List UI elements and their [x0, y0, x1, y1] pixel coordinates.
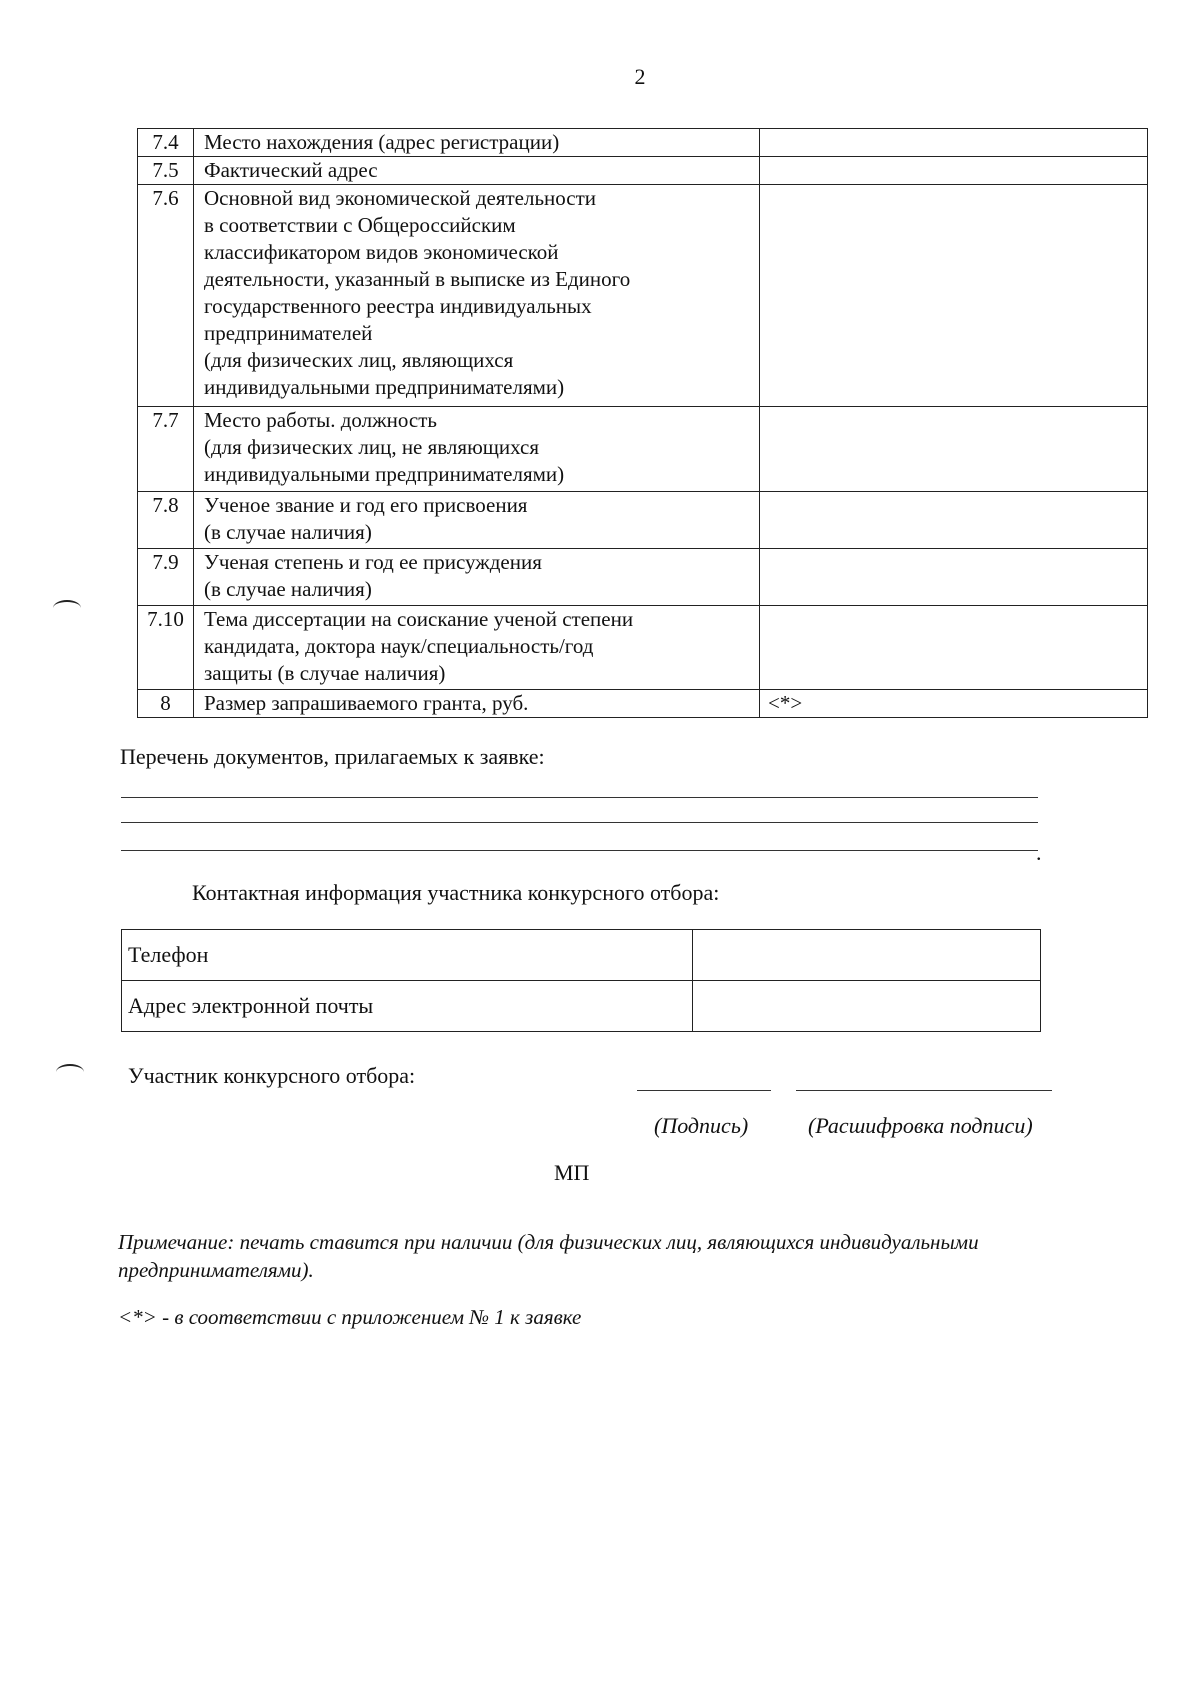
row-label-line: Тема диссертации на соискание ученой степени	[204, 607, 634, 631]
page-number: 2	[634, 64, 646, 89]
blank-end-dot: .	[1036, 840, 1042, 865]
row-value-field[interactable]	[760, 606, 1148, 690]
table-row	[138, 606, 1148, 690]
row-label	[194, 129, 760, 157]
row-label-line: Ученая степень и год ее присуждения	[204, 550, 542, 574]
binding-hole-mark	[56, 1064, 84, 1080]
row-label	[194, 606, 760, 690]
row-label	[194, 549, 760, 606]
row-number: 7.5	[138, 157, 194, 185]
documents-blank-line[interactable]	[121, 822, 1038, 823]
contact-table	[121, 929, 1041, 1032]
row-label	[194, 185, 760, 407]
signature-decoding-line[interactable]	[796, 1090, 1052, 1091]
signature-decoding-caption: (Расшифровка подписи)	[808, 1113, 1033, 1138]
email-field[interactable]	[693, 981, 1041, 1032]
row-label-line: классификатором видов экономической	[204, 240, 559, 264]
row-label-line: (в случае наличия)	[204, 520, 372, 544]
documents-blank-line[interactable]	[121, 797, 1038, 798]
row-label-line: Фактический адрес	[204, 158, 378, 182]
row-label-line: Размер запрашиваемого гранта, руб.	[204, 691, 529, 715]
row-label-line: защиты (в случае наличия)	[204, 661, 446, 685]
row-label-line: государственного реестра индивидуальных	[204, 294, 592, 318]
row-label-line: Основной вид экономической деятельности	[204, 186, 597, 210]
row-label-line: в соответствии с Общероссийским	[204, 213, 516, 237]
table-row	[122, 981, 1041, 1032]
table-row	[138, 185, 1148, 407]
signature-caption: (Подпись)	[654, 1113, 749, 1138]
row-label-line: Ученое звание и год его присвоения	[204, 493, 528, 517]
table-row	[138, 549, 1148, 606]
row-value-field[interactable]	[760, 407, 1148, 492]
phone-label: Телефон	[122, 930, 693, 981]
footnote-text: <*> - в соответствии с приложением № 1 к заявке	[118, 1305, 582, 1329]
row-value-field[interactable]	[760, 549, 1148, 606]
row-label	[194, 157, 760, 185]
row-value-field[interactable]	[760, 492, 1148, 549]
row-label	[194, 407, 760, 492]
contact-heading: Контактная информация участника конкурсного отбора:	[192, 880, 720, 905]
row-number: 7.4	[138, 129, 194, 157]
row-label-line: кандидата, доктора наук/специальность/год	[204, 634, 594, 658]
table-row	[138, 407, 1148, 492]
note-text: Примечание: печать ставится при наличии (для физических лиц, являющихся индивидуальными предпринимателями).	[118, 1230, 979, 1282]
row-number: 7.9	[138, 549, 194, 606]
row-label-line: индивидуальными предпринимателями)	[204, 462, 565, 486]
row-label-line: предпринимателей	[204, 321, 373, 345]
phone-field[interactable]	[693, 930, 1041, 981]
grant-amount-field[interactable]: <*>	[760, 690, 1148, 718]
row-label-line: Место работы. должность	[204, 408, 437, 432]
table-row	[138, 690, 1148, 718]
table-row	[138, 129, 1148, 157]
row-label-line: индивидуальными предпринимателями)	[204, 375, 565, 399]
row-number: 7.10	[138, 606, 194, 690]
binding-hole-mark	[53, 600, 81, 616]
documents-blank-line[interactable]	[121, 850, 1038, 851]
row-value-field[interactable]	[760, 185, 1148, 407]
table-row	[138, 157, 1148, 185]
signature-line[interactable]	[637, 1090, 771, 1091]
email-label: Адрес электронной почты	[122, 981, 693, 1032]
row-label-line: деятельности, указанный в выписке из Единого	[204, 267, 631, 291]
row-label	[194, 492, 760, 549]
row-value-field[interactable]	[760, 157, 1148, 185]
row-number: 7.7	[138, 407, 194, 492]
row-label-line: (в случае наличия)	[204, 577, 372, 601]
row-number: 7.8	[138, 492, 194, 549]
participant-label: Участник конкурсного отбора:	[128, 1063, 416, 1088]
row-label	[194, 690, 760, 718]
table-row	[138, 492, 1148, 549]
stamp-label: МП	[554, 1160, 590, 1185]
row-label-line: Место нахождения (адрес регистрации)	[204, 130, 560, 154]
row-number: 8	[138, 690, 194, 718]
documents-list-label: Перечень документов, прилагаемых к заявке:	[120, 744, 545, 769]
row-label-line: (для физических лиц, не являющихся	[204, 435, 540, 459]
row-label-line: (для физических лиц, являющихся	[204, 348, 514, 372]
row-number: 7.6	[138, 185, 194, 407]
application-details-table	[137, 128, 1148, 718]
table-row	[122, 930, 1041, 981]
row-value-field[interactable]	[760, 129, 1148, 157]
